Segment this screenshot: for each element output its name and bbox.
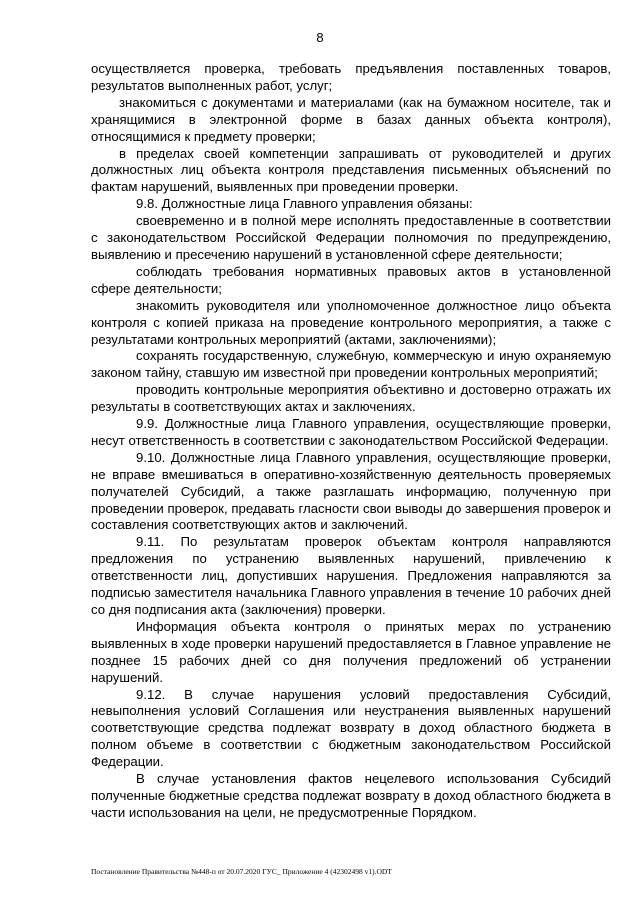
paragraph: соблюдать требования нормативных правовых актов в установленной сфере деятельности; — [91, 263, 611, 296]
paragraph: знакомить руководителя или уполномоченное должностное лицо объекта контроля с копией приказа на проведение контрольного мероприятия, а также с результатами контрольных мероприятий (актами, заключениями); — [91, 297, 611, 347]
paragraph: 9.12. В случае нарушения условий предоставления Субсидий, невыполнения условий Соглашения или неустранения выявленных нарушений соответствующие средства подлежат возврату в доход областного бюджета в полном объеме в соответствии с бюджетным законодательством Российской Федерации. — [91, 686, 611, 770]
paragraph: 9.10. Должностные лица Главного управления, осуществляющие проверки, не вправе вмешиваться в оперативно-хозяйственную деятельность проверяемых получателей Субсидий, а также разглашать информацию, полученную при проведении проверок, предавать гласности свои выводы до завершения проверок и составления соответствующих актов и заключений. — [91, 449, 611, 533]
document-footer: Постановление Правительства №448-п от 20.07.2020 ГУС_ Приложение 4 (42302498 v1).ODT — [91, 867, 392, 876]
paragraph: 9.9. Должностные лица Главного управления, осуществляющие проверки, несут ответственность в соответствии с законодательством Российской Федерации. — [91, 416, 611, 448]
paragraph: сохранять государственную, служебную, коммерческую и иную охраняемую законом тайну, ставшую им известной при проведении контрольных мероприятий; — [91, 348, 611, 381]
document-body — [91, 61, 611, 822]
paragraph: 9.11. По результатам проверок объектам контроля направляются предложения по устранению выявленных нарушений, привлечению к ответственности лиц, допустивших нарушения. Предложения направляются за подписью заместителя начальника Главного управления в течение 10 рабочих дней со дня подписания акта (заключения) проверки. — [91, 534, 611, 617]
paragraph: осуществляется проверка, требовать предъявления поставленных товаров, результатов выполненных работ, услуг; — [91, 61, 611, 93]
paragraph: своевременно и в полной мере исполнять предоставленные в соответствии с законодательством Российской Федерации полномочия по предупреждению, выявлению и пресечению нарушений в установленной сфере деятельности; — [91, 213, 611, 262]
paragraph: Информация объекта контроля о принятых мерах по устранению выявленных в ходе проверки нарушений предоставляется в Главное управление не позднее 15 рабочих дней со дня получения предложений об устранении нарушений. — [91, 618, 611, 685]
paragraph: проводить контрольные мероприятия объективно и достоверно отражать их результаты в соответствующих актах и заключениях. — [91, 382, 611, 415]
paragraph: в пределах своей компетенции запрашивать от руководителей и других должностных лиц объекта контроля представления письменных объяснений по фактам нарушений, выявленных при проведении проверки. — [91, 145, 611, 195]
page-number: 8 — [316, 30, 324, 45]
paragraph: В случае установления фактов нецелевого использования Субсидий полученные бюджетные средства подлежат возврату в доход областного бюджета в части использования на цели, не предусмотренные Порядком. — [91, 771, 611, 820]
paragraph: знакомиться с документами и материалами (как на бумажном носителе, так и хранящимися в электронной форме в базах данных объекта контроля), относящимися к предмету проверки; — [91, 94, 611, 144]
section-heading: 9.8. Должностные лица Главного управления обязаны: — [136, 196, 473, 212]
